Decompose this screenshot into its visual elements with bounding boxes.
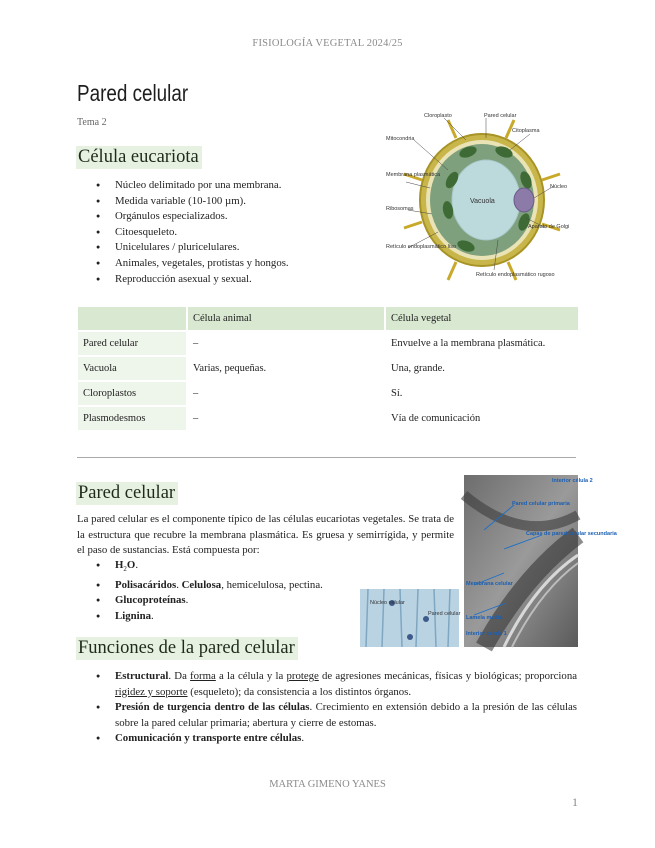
- fig-label: Núcleo: [550, 184, 568, 190]
- text: , hemicelulosa, pectina.: [221, 578, 323, 591]
- fig-label: Citoplasma: [512, 128, 540, 134]
- table-cell: Vía de comunicación: [385, 406, 579, 431]
- table-cell: –: [187, 406, 385, 431]
- text: .: [135, 559, 139, 571]
- bold-text: Estructural: [115, 670, 169, 682]
- list-item: ● Animales, vegetales, protistas y hongos.: [77, 256, 377, 272]
- page-number: 1: [572, 795, 578, 809]
- fig-label: Pared celular primaria: [512, 501, 570, 507]
- composition-list: [77, 558, 367, 625]
- fig-label: Membrana celular: [466, 581, 513, 587]
- table-row: [77, 356, 579, 381]
- table-cell: –: [187, 381, 385, 406]
- page-subtitle: Tema 2: [77, 117, 107, 128]
- table-cell: Una, grande.: [385, 356, 579, 381]
- table-row: [77, 331, 579, 356]
- functions-list: [77, 669, 577, 747]
- table-row: [77, 381, 579, 406]
- bold-text: H: [115, 559, 124, 571]
- list-item: ● Núcleo delimitado por una membrana.: [77, 178, 377, 194]
- table-row: [77, 406, 579, 431]
- section-heading: Pared celular: [76, 482, 178, 505]
- section-heading: Funciones de la pared celular: [76, 637, 298, 660]
- bold-text: Glucoproteínas: [115, 594, 186, 607]
- table-header: [77, 306, 187, 331]
- list-item: [77, 731, 577, 747]
- bold-text: O: [126, 559, 136, 571]
- bold-text: Lignina: [115, 609, 152, 622]
- text: .: [151, 609, 154, 622]
- fig-label: Vacuola: [470, 198, 495, 205]
- table-cell: Cloroplastos: [77, 381, 187, 406]
- table-cell: Pared celular: [77, 331, 187, 356]
- text: . Da: [168, 670, 191, 682]
- fig-label: Interior célula 1: [466, 631, 507, 637]
- table-cell: Varias, pequeñas.: [187, 356, 385, 381]
- underlined-text: rigidez y soporte: [115, 685, 188, 698]
- list-item: ● Reproducción asexual y sexual.: [77, 272, 377, 288]
- plant-cell-figure: [386, 110, 574, 285]
- text: a la célula y la: [215, 670, 287, 682]
- list-item: [77, 558, 367, 578]
- table-cell: Plasmodesmos: [77, 406, 187, 431]
- underlined-text: forma: [190, 670, 216, 682]
- subscript: 2: [123, 565, 127, 574]
- fig-label: Retículo endoplasmático rugoso: [476, 272, 555, 278]
- table-cell: –: [187, 331, 385, 356]
- list-item: [77, 609, 367, 625]
- divider: [77, 457, 576, 458]
- fig-label: Capas de pared celular secundaria: [526, 531, 617, 537]
- bold-text: Polisacáridos: [115, 578, 177, 591]
- list-item: [77, 578, 367, 594]
- fig-label: Interior célula 2: [552, 478, 593, 484]
- page-title: Pared celular: [77, 80, 189, 106]
- list-item: ● Orgánulos especializados.: [77, 209, 377, 225]
- table-cell: Vacuola: [77, 356, 187, 381]
- fig-label: Pared celular: [484, 113, 517, 119]
- table-header: Célula animal: [187, 306, 385, 331]
- cells-micrograph: [360, 589, 459, 647]
- table-header-row: [77, 306, 579, 331]
- fig-label: Aparato de Golgi: [528, 224, 570, 230]
- fig-label: Cloroplasto: [424, 113, 452, 119]
- text: .: [185, 594, 189, 607]
- table-header: Célula vegetal: [385, 306, 579, 331]
- fig-label: Lamela media: [466, 615, 503, 621]
- table-cell: Envuelve a la membrana plasmática.: [385, 331, 579, 356]
- text: (esqueleto); da consistencia a los distintos órganos.: [187, 685, 412, 698]
- fig-label: Núcleo celular: [370, 600, 405, 606]
- text: de agresiones mecánicas, físicas y biológicas; proporciona: [318, 670, 578, 682]
- fig-label: Membrana plasmática: [386, 172, 441, 178]
- page-footer: MARTA GIMENO YANES: [269, 779, 386, 790]
- section-eucariota: [76, 146, 202, 168]
- section-funciones: [76, 637, 298, 659]
- list-item: [77, 700, 577, 731]
- wall-micrograph: [464, 475, 617, 647]
- list-item: ● Medida variable (10-100 µm).: [77, 194, 377, 210]
- pared-paragraph: La pared celular es el componente típico de las células eucariotas vegetales. Se trata de la estructura que recubre la membrana plasmática. Es gruesa y semirrígida, y permite el paso de sustancias. Está compuesta por:: [77, 513, 454, 557]
- table-cell: Sí.: [385, 381, 579, 406]
- list-item: [77, 593, 367, 609]
- text: . Crecimiento en extensión debido a la presión de las células sobre la pared celular primaria; abertura y cierre de estomas.: [115, 701, 578, 729]
- page-header: FISIOLOGÍA VEGETAL 2024/25: [252, 38, 403, 49]
- section-heading: Célula eucariota: [76, 146, 202, 169]
- bold-text: Presión de turgencia dentro de las células: [115, 701, 310, 714]
- text: .: [301, 732, 305, 745]
- bold-text: Celulosa: [181, 578, 222, 591]
- fig-label: Ribosomas: [386, 206, 414, 212]
- underlined-text: protege: [286, 670, 319, 682]
- section-pared: [76, 482, 178, 504]
- fig-label: Pared celular: [428, 611, 461, 617]
- list-item: ● Unicelulares / pluricelulares.: [77, 240, 377, 256]
- list-item: ● Citoesqueleto.: [77, 225, 377, 241]
- list-item: [77, 669, 577, 700]
- text: .: [176, 578, 182, 591]
- fig-label: Retículo endoplasmático liso: [386, 244, 457, 250]
- fig-label: Mitocondria: [386, 136, 415, 142]
- bold-text: Comunicación y transporte entre células: [115, 732, 302, 745]
- eucariota-list: [77, 178, 377, 287]
- comparison-table: [76, 305, 580, 432]
